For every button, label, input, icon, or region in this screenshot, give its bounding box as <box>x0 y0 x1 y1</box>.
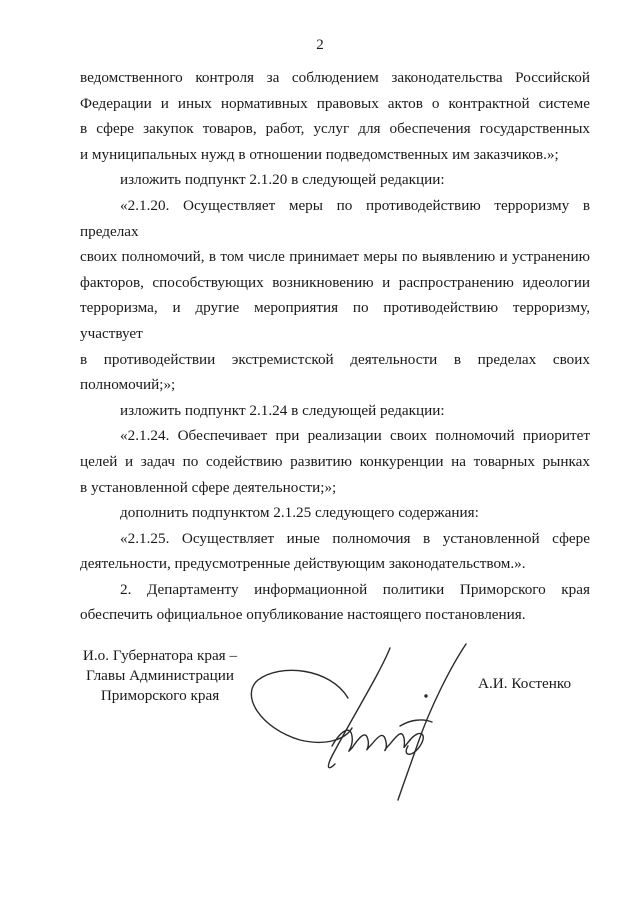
signatory-title <box>80 646 240 706</box>
text-line: в установленной сфере деятельности;»; <box>80 478 337 496</box>
handwritten-signature <box>240 628 470 803</box>
signatory-title-line: Приморского края <box>100 687 220 704</box>
text-line: деятельности, предусмотренные действующим законодательством.». <box>80 555 526 573</box>
text-line: факторов, способствующих возникновению и распространению идеологии <box>80 273 590 291</box>
signatory-title-line: Главы Администрации <box>85 667 235 684</box>
signatory-title-line: И.о. Губернатора края – <box>82 647 238 664</box>
signer-name: А.И. Костенко <box>478 675 572 692</box>
document-body <box>80 65 590 628</box>
text-line: дополнить подпунктом 2.1.25 следующего содержания: <box>120 504 479 522</box>
text-line: «2.1.20. Осуществляет меры по противодействию терроризму в пределах <box>80 196 590 240</box>
text-line: в сфере закупок товаров, работ, услуг для обеспечения государственных <box>80 120 590 138</box>
text-line: изложить подпункт 2.1.24 в следующей редакции: <box>120 401 445 419</box>
text-line: изложить подпункт 2.1.20 в следующей редакции: <box>120 171 445 189</box>
text-line: 2. Департаменту информационной политики Приморского края <box>120 580 590 598</box>
text-line: целей и задач по содействию развитию конкуренции на товарных рынках <box>80 452 590 470</box>
text-line: обеспечить официальное опубликование настоящего постановления. <box>80 606 526 624</box>
text-line: «2.1.24. Обеспечивает при реализации своих полномочий приоритет <box>120 427 590 445</box>
text-line: в противодействии экстремистской деятельности в пределах своих <box>80 350 590 368</box>
text-line: полномочий;»; <box>80 376 176 394</box>
text-line: ведомственного контроля за соблюдением законодательства Российской <box>80 69 590 86</box>
text-line: «2.1.25. Осуществляет иные полномочия в установленной сфере <box>120 529 590 547</box>
text-line: терроризма, и другие мероприятия по противодействию терроризму, участвует <box>80 299 590 342</box>
text-line: своих полномочий, в том числе принимает меры по выявлению и устранению <box>80 248 590 266</box>
text-line: и муниципальных нужд в отношении подведомственных им заказчиков.»; <box>80 145 559 163</box>
text-line: Федерации и иных нормативных правовых актов о контрактной системе <box>80 94 590 112</box>
page-number: 2 <box>316 37 324 53</box>
